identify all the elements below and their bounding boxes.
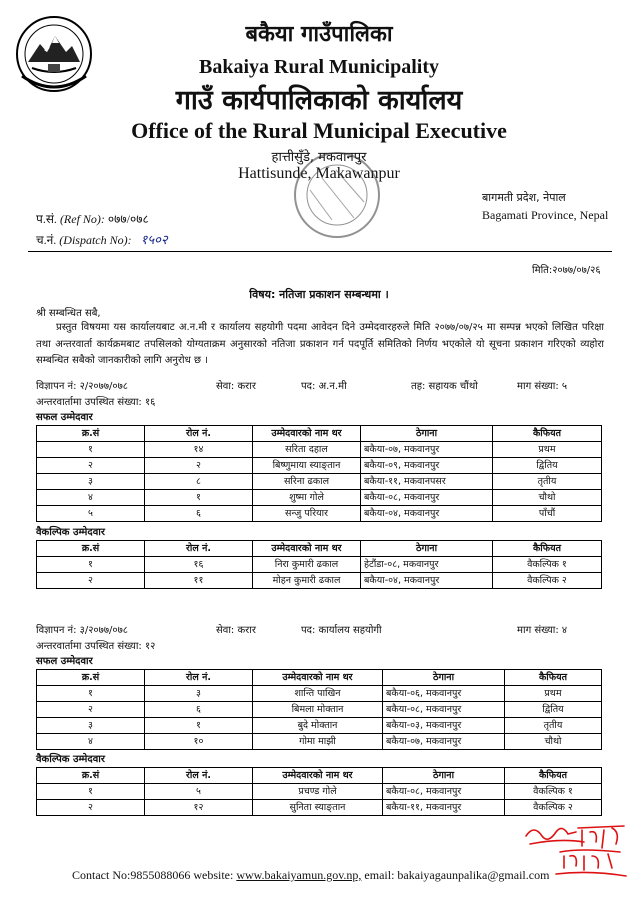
cell-address: बकैया-०३, मकवानपुर — [383, 718, 505, 734]
cell-address: हेटौंडा-०८, मकवानपुर — [361, 557, 493, 573]
cell-address: बकैया-०८, मकवानपुर — [361, 490, 493, 506]
dispatch-value: १५०२ — [140, 233, 168, 248]
cell-roll: १४ — [145, 442, 253, 458]
cell-remarks: तृतीय — [493, 474, 602, 490]
col-remarks: कैफियत — [493, 426, 602, 442]
ad1-success-table — [36, 425, 602, 522]
date: मिति:२०७७/०७/२६ — [532, 265, 601, 276]
cell-remarks: पाँचौं — [493, 506, 602, 522]
footer-email-link[interactable]: bakaiyagaunpalika@gmail.com — [397, 868, 550, 882]
footer-website-label: website: — [193, 868, 234, 882]
table-row — [37, 686, 602, 702]
cell-remarks: प्रथम — [505, 686, 602, 702]
col-remarks: कैफियत — [505, 768, 602, 784]
ad1-alternate-table — [36, 540, 602, 589]
cell-remarks: तृतीय — [505, 718, 602, 734]
cell-sn: ३ — [37, 474, 145, 490]
col-roll: रोल नं. — [145, 541, 253, 557]
footer-contact: Contact No:9855088066 — [72, 868, 191, 882]
table-row — [37, 474, 602, 490]
cell-roll: १ — [145, 718, 253, 734]
table-row — [37, 557, 602, 573]
cell-sn: १ — [37, 557, 145, 573]
ad1-demand: माग संख्या: ५ — [517, 381, 568, 392]
col-address: ठेगाना — [383, 768, 505, 784]
footer — [72, 868, 549, 883]
col-name: उम्मेदवारको नाम थर — [253, 670, 383, 686]
cell-name: सन्जु परियार — [253, 506, 361, 522]
cell-remarks: चौथो — [493, 490, 602, 506]
ref-label-np: प.सं. — [36, 212, 57, 226]
dispatch-number — [36, 230, 168, 248]
footer-email-label: email: — [364, 868, 395, 882]
col-roll: रोल नं. — [145, 426, 253, 442]
office-name-np: गाउँ कार्यपालिकाको कार्यालय — [175, 85, 463, 116]
cell-roll: ८ — [145, 474, 253, 490]
dispatch-label-np: च.नं. — [36, 233, 57, 247]
col-address: ठेगाना — [383, 670, 505, 686]
cell-roll: १० — [145, 734, 253, 750]
col-remarks: कैफियत — [493, 541, 602, 557]
ad2-info-line — [36, 622, 602, 636]
col-sn: क्र.सं — [37, 426, 145, 442]
ad1-post: पद: अ.न.मी — [301, 381, 347, 392]
ad2-post: पद: कार्यालय सहयोगी — [301, 625, 382, 636]
cell-name: मोहन कुमारी ढकाल — [253, 573, 361, 589]
ad1-success-label: सफल उम्मेदवार — [36, 412, 93, 423]
ad1-service: सेवा: करार — [216, 381, 256, 392]
table-row — [37, 784, 602, 800]
col-address: ठेगाना — [361, 426, 493, 442]
header-divider — [28, 251, 612, 252]
col-roll: रोल नं. — [145, 768, 253, 784]
cell-sn: १ — [37, 784, 145, 800]
table-row — [37, 718, 602, 734]
cell-roll: १ — [145, 490, 253, 506]
cell-name: शुष्मा गोले — [253, 490, 361, 506]
ad1-info-line — [36, 378, 602, 392]
ad2-alternate-table — [36, 767, 602, 816]
table-row — [37, 734, 602, 750]
cell-name: बिमला मोक्तान — [253, 702, 383, 718]
cell-remarks: द्वितिय — [505, 702, 602, 718]
table-row — [37, 800, 602, 816]
office-name-en: Office of the Rural Municipal Executive — [131, 118, 507, 143]
cell-name: गोमा माझी — [253, 734, 383, 750]
cell-sn: १ — [37, 686, 145, 702]
reference-number — [36, 210, 149, 227]
ad2-present: अन्तरवार्तामा उपस्थित संख्या: १२ — [36, 641, 156, 652]
province-np: बागमती प्रदेश, नेपाल — [482, 191, 566, 204]
col-sn: क्र.सं — [37, 768, 145, 784]
col-roll: रोल नं. — [145, 670, 253, 686]
cell-sn: ४ — [37, 490, 145, 506]
cell-remarks: वैकल्पिक २ — [493, 573, 602, 589]
col-name: उम्मेदवारको नाम थर — [253, 426, 361, 442]
ad1-present: अन्तरवार्तामा उपस्थित संख्या: १६ — [36, 397, 156, 408]
municipality-name-en: Bakaiya Rural Municipality — [198, 56, 440, 78]
ad2-alternate-label: वैकल्पिक उम्मेदवार — [36, 754, 105, 765]
cell-address: बकैया-०८, मकवानपुर — [383, 702, 505, 718]
cell-name: प्रचण्ड गोले — [253, 784, 383, 800]
table-row — [37, 573, 602, 589]
table-header-row — [37, 426, 602, 442]
cell-address: बकैया-११, मकवानपुर — [383, 800, 505, 816]
ad1-alternate-label: वैकल्पिक उम्मेदवार — [36, 527, 105, 538]
cell-name: शान्ति पाखिन — [253, 686, 383, 702]
cell-address: बकैया-०४, मकवानपुर — [361, 573, 493, 589]
ad2-success-label: सफल उम्मेदवार — [36, 656, 93, 667]
table-row — [37, 458, 602, 474]
col-name: उम्मेदवारको नाम थर — [253, 541, 361, 557]
cell-name: बिष्णुमाया स्याङ्तान — [253, 458, 361, 474]
body-text: प्रस्तुत विषयमा यस कार्यालयबाट अ.न.मी र कार्यालय सहयोगी पदमा आवेदन दिने उम्मेदवारहरुले मिति २०७७/०७/२५ मा सम्पन्न भएको लिखित परिक्षा तथा अन्तरवार्ता कार्यक्रमबाट तपसिलको योग्यताक्रम अनुसारको नतिजा प्रकाशन गर्न पदपूर्ति समितिको निर्णय भएकोले यो सूचना प्रकाशन गरिएको व्यहोरा सम्बन्धित सबैको जानकारीको लागि अनुरोध छ । — [36, 322, 604, 366]
cell-remarks: प्रथम — [493, 442, 602, 458]
cell-roll: ६ — [145, 702, 253, 718]
col-remarks: कैफियत — [505, 670, 602, 686]
ad2-service: सेवा: करार — [216, 625, 256, 636]
table-header-row — [37, 541, 602, 557]
table-row — [37, 506, 602, 522]
col-sn: क्र.सं — [37, 541, 145, 557]
cell-remarks: वैकल्पिक १ — [505, 784, 602, 800]
col-sn: क्र.सं — [37, 670, 145, 686]
body-paragraph — [36, 320, 604, 370]
ad2-success-table — [36, 669, 602, 750]
province-en: Bagamati Province, Nepal — [482, 208, 609, 222]
table-header-row — [37, 670, 602, 686]
location-en: Hattisunde, Makawanpur — [238, 165, 400, 182]
dispatch-label-en: (Dispatch No): — [59, 233, 132, 247]
ref-value: ०७७/०७८ — [107, 212, 149, 226]
cell-remarks: वैकल्पिक १ — [493, 557, 602, 573]
cell-remarks: द्वितिय — [493, 458, 602, 474]
cell-address: बकैया-११, मकवानपसर — [361, 474, 493, 490]
cell-roll: १२ — [145, 800, 253, 816]
cell-address: बकैया-०४, मकवानपुर — [361, 506, 493, 522]
ad2-number: विज्ञापन नं: ३/२०७७/०७८ — [36, 625, 128, 636]
cell-remarks: चौथो — [505, 734, 602, 750]
cell-sn: ४ — [37, 734, 145, 750]
table-row — [37, 702, 602, 718]
cell-sn: २ — [37, 573, 145, 589]
cell-address: बकैया-०७, मकवानपुर — [361, 442, 493, 458]
cell-name: निरा कुमारी ढकाल — [253, 557, 361, 573]
table-row — [37, 442, 602, 458]
cell-address: बकैया-०९, मकवानपुर — [361, 458, 493, 474]
official-stamp — [292, 150, 382, 240]
table-row — [37, 490, 602, 506]
cell-sn: २ — [37, 458, 145, 474]
cell-roll: २ — [145, 458, 253, 474]
cell-roll: १६ — [145, 557, 253, 573]
ad2-demand: माग संख्या: ४ — [517, 625, 568, 636]
cell-address: बकैया-०६, मकवानपुर — [383, 686, 505, 702]
ad1-number: विज्ञापन नं: २/२०७७/०७८ — [36, 381, 128, 392]
cell-remarks: वैकल्पिक २ — [505, 800, 602, 816]
ad1-level: तह: सहायक चौंथो — [411, 381, 478, 392]
col-name: उम्मेदवारको नाम थर — [253, 768, 383, 784]
cell-sn: १ — [37, 442, 145, 458]
cell-sn: ३ — [37, 718, 145, 734]
col-address: ठेगाना — [361, 541, 493, 557]
cell-name: सरिता दहाल — [253, 442, 361, 458]
municipality-name-np: बकैया गाउँपालिका — [245, 22, 393, 47]
cell-address: बकैया-०७, मकवानपुर — [383, 734, 505, 750]
cell-name: सरिना ढकाल — [253, 474, 361, 490]
cell-roll: ६ — [145, 506, 253, 522]
salutation: श्री सम्बन्धित सबै, — [36, 308, 101, 319]
subject: विषय: नतिजा प्रकाशन सम्बन्धमा । — [249, 288, 389, 301]
cell-sn: ५ — [37, 506, 145, 522]
cell-sn: २ — [37, 702, 145, 718]
cell-roll: ३ — [145, 686, 253, 702]
cell-sn: २ — [37, 800, 145, 816]
table-header-row — [37, 768, 602, 784]
cell-name: सुनिता स्याङ्तान — [253, 800, 383, 816]
cell-roll: ११ — [145, 573, 253, 589]
cell-name: बुदे मोक्तान — [253, 718, 383, 734]
footer-website-link[interactable]: www.bakaiyamun.gov.np, — [236, 868, 362, 882]
cell-roll: ५ — [145, 784, 253, 800]
cell-address: बकैया-०८, मकवानपुर — [383, 784, 505, 800]
location-np: हात्तीसुँडे, मकवानपुर — [271, 150, 367, 165]
ref-label-en: (Ref No): — [59, 212, 105, 226]
